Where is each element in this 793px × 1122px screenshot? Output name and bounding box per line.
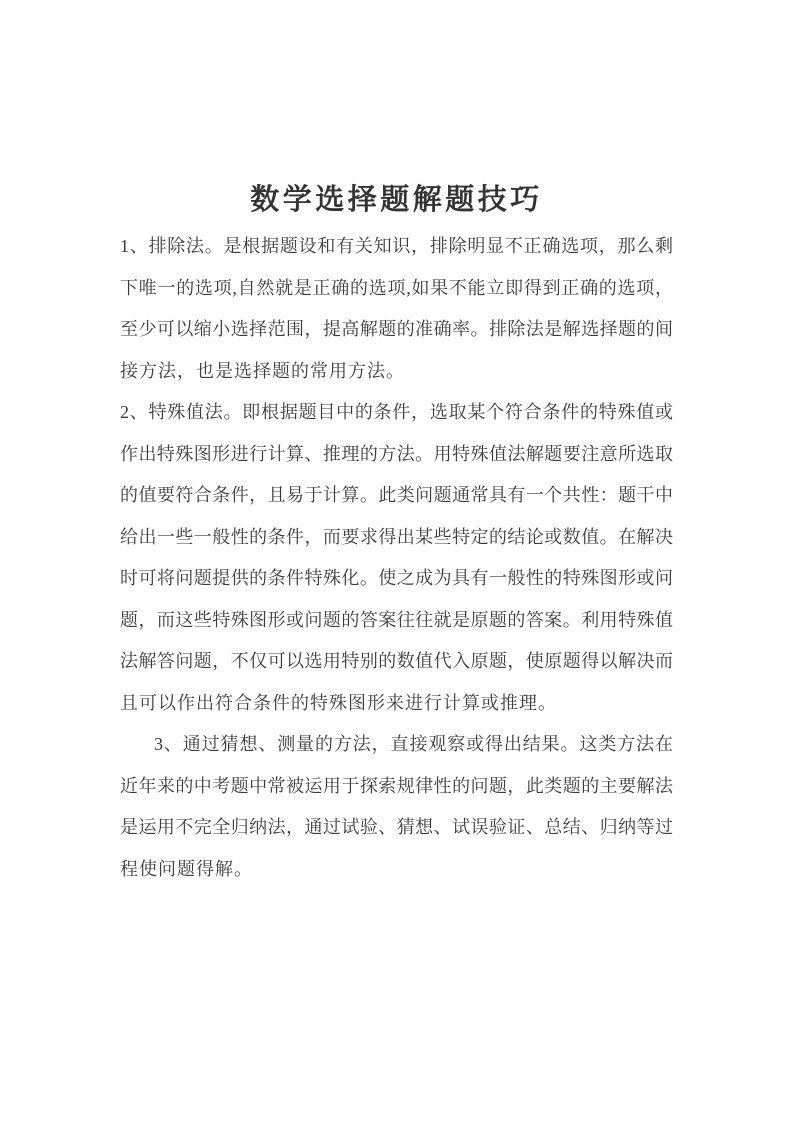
paragraph-3: [120, 724, 673, 890]
document-title: 数学选择题解题技巧: [250, 184, 543, 216]
text-line: 法解答问题，不仅可以选用特别的数值代入原题，使原题得以解决而: [120, 651, 673, 671]
document-body: [120, 226, 673, 890]
text-line: 是运用不完全归纳法，通过试验、猜想、试误验证、总结、归纳等过: [120, 817, 673, 837]
text-line: 接方法，也是选择题的常用方法。: [120, 360, 405, 381]
text-line: 至少可以缩小选择范围，提高解题的准确率。排除法是解选择题的间: [120, 319, 673, 339]
text-line: 的值要符合条件，且易于计算。此类问题通常具有一个共性：题干中: [120, 485, 673, 505]
text-line: 2、特殊值法。即根据题目中的条件，选取某个符合条件的特殊值或: [120, 402, 673, 422]
text-line: 题，而这些特殊图形或问题的答案往往就是原题的答案。利用特殊值: [120, 609, 673, 630]
text-line: 程使问题得解。: [120, 858, 253, 879]
text-line: 3、通过猜想、测量的方法，直接观察或得出结果。这类方法在: [154, 734, 673, 754]
paragraph-1: [120, 226, 673, 392]
text-line: 给出一些一般性的条件，而要求得出某些特定的结论或数值。在解决: [120, 526, 673, 547]
text-line: 且可以作出符合条件的特殊图形来进行计算或推理。: [120, 692, 557, 713]
text-line: 1、排除法。是根据题设和有关知识，排除明显不正确选项，那么剩: [120, 236, 673, 256]
text-line: 作出特殊图形进行计算、推理的方法。用特殊值法解题要注意所选取: [120, 443, 673, 464]
text-line: 时可将问题提供的条件特殊化。使之成为具有一般性的特殊图形或问: [120, 568, 673, 588]
paragraph-2: [120, 392, 673, 724]
text-line: 下唯一的选项,自然就是正确的选项,如果不能立即得到正确的选项，: [120, 277, 673, 298]
text-line: 近年来的中考题中常被运用于探索规律性的问题，此类题的主要解法: [120, 775, 673, 796]
